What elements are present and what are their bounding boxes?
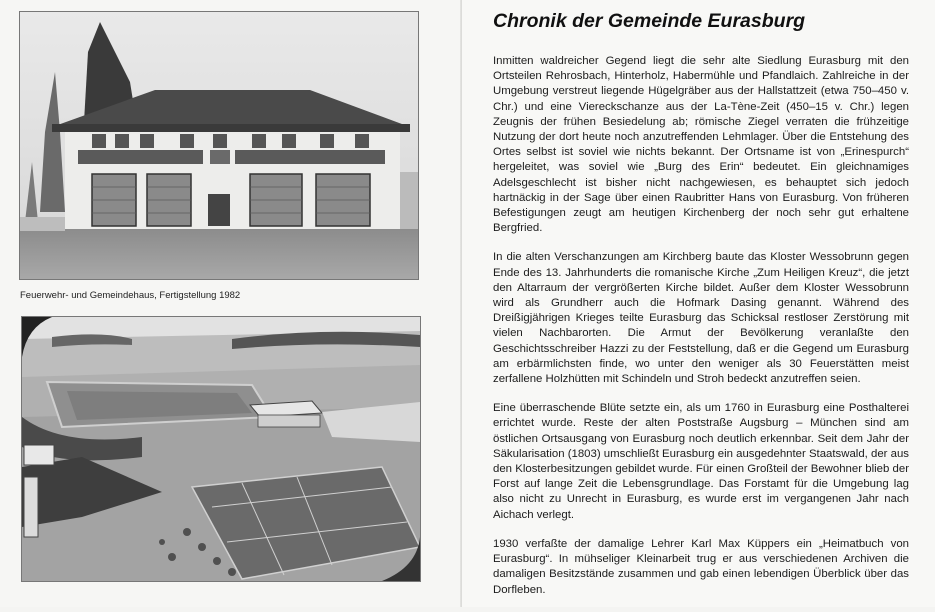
left-page xyxy=(0,0,462,607)
paragraph: Eine überraschende Blüte setzte ein, als um 1760 in Eurasburg eine Posthalterei errichtet wurde. Reste der alten Poststraße Augsburg – München sind am östlichen Ortsausgang von Eurasburg noch deutlich erkennbar. Seit dem Jahr der Säkularisation (1803) umschließt Eurasburg ein ausgedehnter Staatswald, der aus den Klosterbesitzungen gebildet wurde. Für einen Großteil der Bewohner blieb der Forst auf lange Zeit die Lebensgrundlage. Das Forstamt für die Umgebung lag also nicht zu Unrecht in Eurasburg, es wurde erst im vergangenen Jahr nach Aichach verlegt. xyxy=(493,402,909,521)
fire-station-photo xyxy=(19,11,419,280)
photo-caption: Feuerwehr- und Gemeindehaus, Fertigstellung 1982 xyxy=(20,290,241,301)
page-title: Chronik der Gemeinde Eurasburg xyxy=(493,10,806,32)
paragraph: 1930 verfaßte der damalige Lehrer Karl Max Küppers ein „Heimatbuch von Eurasburg“. In mühseliger Kleinarbeit trug er aus verschiedenen Archiven die damaligen Besitzstände zusammen und gab einen lebendigen Überblick über das Dorfleben. xyxy=(493,537,909,596)
aerial-sports-ground-photo xyxy=(21,316,421,582)
paragraph: Inmitten waldreicher Gegend liegt die sehr alte Siedlung Eurasburg mit den Ortsteilen Rehrosbach, Hinterholz, Habermühle und Pfandlaich. Zahlreiche in der Umgebung verstreut liegende Hügelgräber aus der Hallstattzeit (etwa 750–450 v. Chr.) und eine Viereckschanze aus der La-Tène-Zeit (450–15 v. Chr.) legen Zeugnis der frühen Besiedelung ab; römische Ziegel verraten die frühzeitige Nutzung der dort heute noch anzutreffenden Lehmlager. Über die Entstehung des Ortes selbst ist soviel wie nichts bekannt. Der Ortsname ist von „Erinespurch“ hergeleitet, was soviel wie „Burg des Erin“ bedeutet. Ein gleichnamiges Adelsgeschlecht ist bisher nicht nachgewiesen, es behauptet sich jedoch hartnäckig in der Sage über einen Raubritter Hans von Eurasburg. Von früheren Befestigungen zeugt am heutigen Kirchenberg der noch sehr gut erhaltene Bergfried. xyxy=(493,55,909,235)
chronicle-text xyxy=(493,54,909,612)
paragraph: In die alten Verschanzungen am Kirchberg baute das Kloster Wessobrunn gegen Ende des 13. Jahrhunderts die romanische Kirche „Zum Heiligen Kreuz“, die jetzt den Altarraum der vergrößerten Kirche bildet. Außer dem Kloster Wessobrunn wird als Grundherr auch die Hofmark Dasing genannt. Während des Dreißigjährigen Krieges teilte Eurasburg das Schicksal restloser Zerstörung mit vielen Nachbarorten. Die Armut der Bevölkerung veranlaßte den Geschichtsschreiber Hazzi zu der Feststellung, daß er die Gegend um Eurasburg am erbärmlichsten finde, wo unter den weniger als 30 Feuerstätten meist zerfallene Holzhütten mit Schindeln und Stroh bedeckt anzutreffen seien. xyxy=(493,251,909,386)
